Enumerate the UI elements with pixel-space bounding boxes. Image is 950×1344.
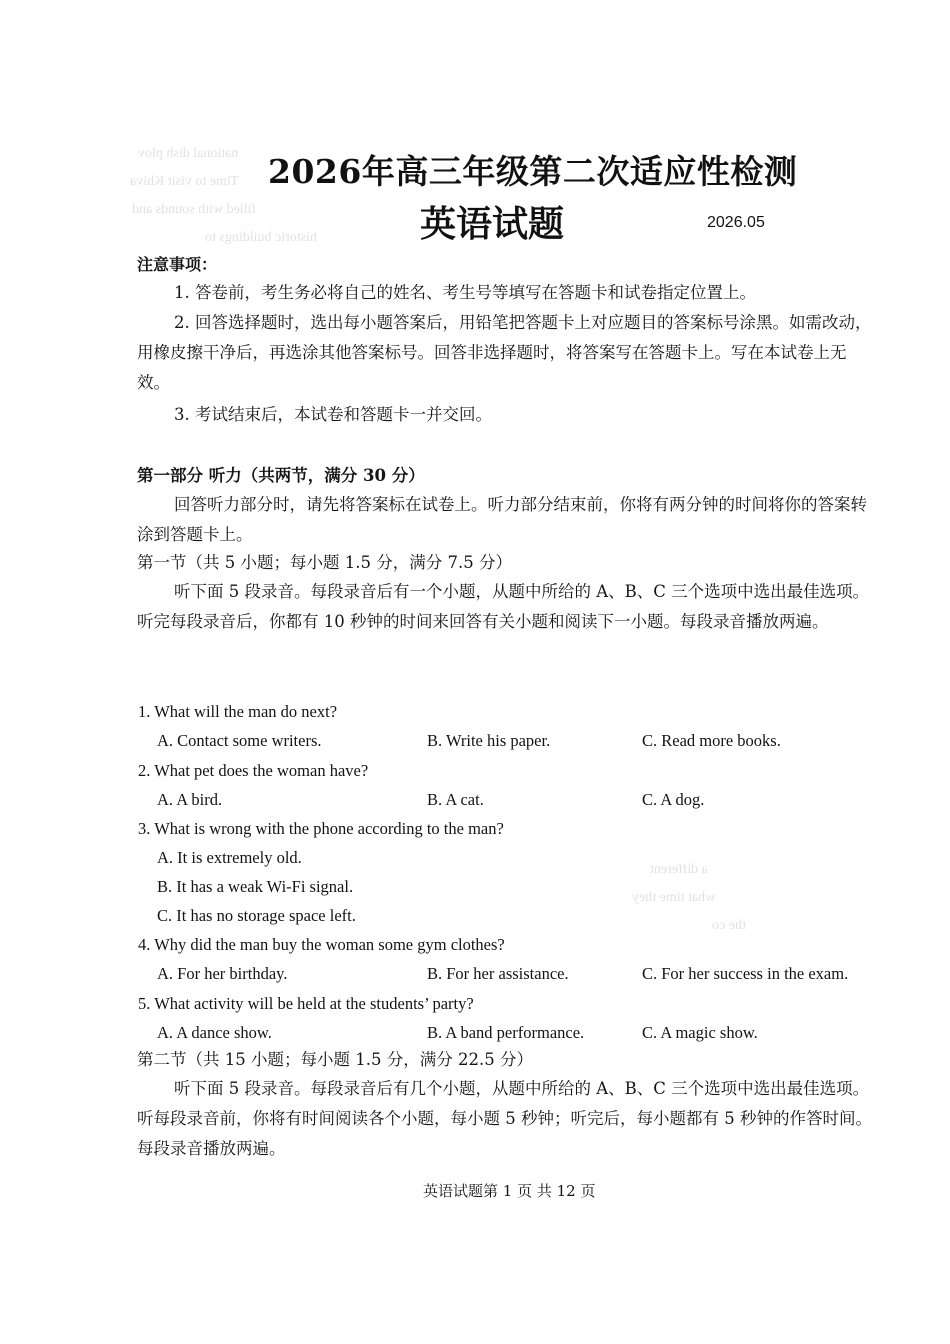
section-heading: 第一节（共 5 小题；每小题 1.5 分，满分 7.5 分） bbox=[137, 553, 512, 572]
question-stem: 1. What will the man do next? bbox=[138, 702, 338, 721]
option-b: B. A band performance. bbox=[427, 1023, 585, 1042]
option-a: A. For her birthday. bbox=[157, 964, 288, 983]
option-b: B. Write his paper. bbox=[427, 731, 551, 750]
exam-date: 2026.05 bbox=[707, 214, 765, 231]
bleed-through-text: historic buildings to bbox=[205, 230, 317, 245]
option-c: C. A dog. bbox=[642, 790, 705, 809]
page-footer: 英语试题第 1 页 共 12 页 bbox=[423, 1182, 596, 1200]
bleed-through-text: a different bbox=[650, 862, 708, 877]
notice-item: 3. 考试结束后，本试卷和答题卡一并交回。 bbox=[174, 405, 492, 424]
question-stem: 3. What is wrong with the phone according to the man? bbox=[138, 819, 504, 838]
option-a: A. Contact some writers. bbox=[157, 731, 322, 750]
option-b: B. A cat. bbox=[427, 790, 484, 809]
part-intro: 回答听力部分时，请先将答案标在试卷上。听力部分结束前，你将有两分钟的时间将你的答案转涂到答题卡上。 bbox=[137, 495, 867, 544]
option-a: A. It is extremely old. bbox=[157, 848, 302, 867]
part-heading: 第一部分 听力（共两节，满分 30 分） bbox=[137, 466, 425, 485]
notice-heading: 注意事项： bbox=[137, 255, 218, 274]
option-c: C. For her success in the exam. bbox=[642, 964, 849, 983]
question-stem: 5. What activity will be held at the students’ party? bbox=[138, 994, 474, 1013]
question-stem: 2. What pet does the woman have? bbox=[138, 761, 369, 780]
bleed-through-text: what time they bbox=[632, 890, 716, 905]
bleed-through-text: the co bbox=[712, 918, 746, 933]
notice-item: 1. 答卷前，考生务必将自己的姓名、考生号等填写在答题卡和试卷指定位置上。 bbox=[174, 283, 756, 302]
option-c: C. Read more books. bbox=[642, 731, 781, 750]
option-c: C. A magic show. bbox=[642, 1023, 758, 1042]
option-c: C. It has no storage space left. bbox=[157, 906, 356, 925]
section-intro: 听下面 5 段录音。每段录音后有一个小题，从题中所给的 A、B、C 三个选项中选出最佳选项。听完每段录音后，你都有 10 秒钟的时间来回答有关小题和阅读下一小题。每段录音播放两遍。 bbox=[137, 582, 870, 631]
option-b: B. For her assistance. bbox=[427, 964, 569, 983]
option-a: A. A bird. bbox=[157, 790, 223, 809]
section-heading: 第二节（共 15 小题；每小题 1.5 分，满分 22.5 分） bbox=[137, 1050, 533, 1069]
bleed-through-text: national dish plov bbox=[138, 146, 239, 161]
option-a: A. A dance show. bbox=[157, 1023, 272, 1042]
option-b: B. It has a weak Wi-Fi signal. bbox=[157, 877, 354, 896]
question-stem: 4. Why did the man buy the woman some gym clothes? bbox=[138, 935, 505, 954]
section-intro: 听下面 5 段录音。每段录音后有几个小题，从题中所给的 A、B、C 三个选项中选出最佳选项。听每段录音前，你将有时间阅读各个小题，每小题 5 秒钟；听完后，每小题都有 5 秒钟的作答时间。每段录音播放两遍。 bbox=[137, 1079, 872, 1158]
bleed-through-text: Time to visit Khiva bbox=[130, 174, 239, 189]
notice-item: 2. 回答选择题时，选出每小题答案后，用铅笔把答题卡上对应题目的答案标号涂黑。如需改动，用橡皮擦干净后，再选涂其他答案标号。回答非选择题时，将答案写在答题卡上。写在本试卷上无效。 bbox=[137, 313, 872, 392]
exam-title: 2026年高三年级第二次适应性检测 bbox=[268, 152, 798, 191]
exam-subject: 英语试题 bbox=[420, 203, 565, 245]
bleed-through-text: filled with sounds and bbox=[132, 202, 257, 217]
